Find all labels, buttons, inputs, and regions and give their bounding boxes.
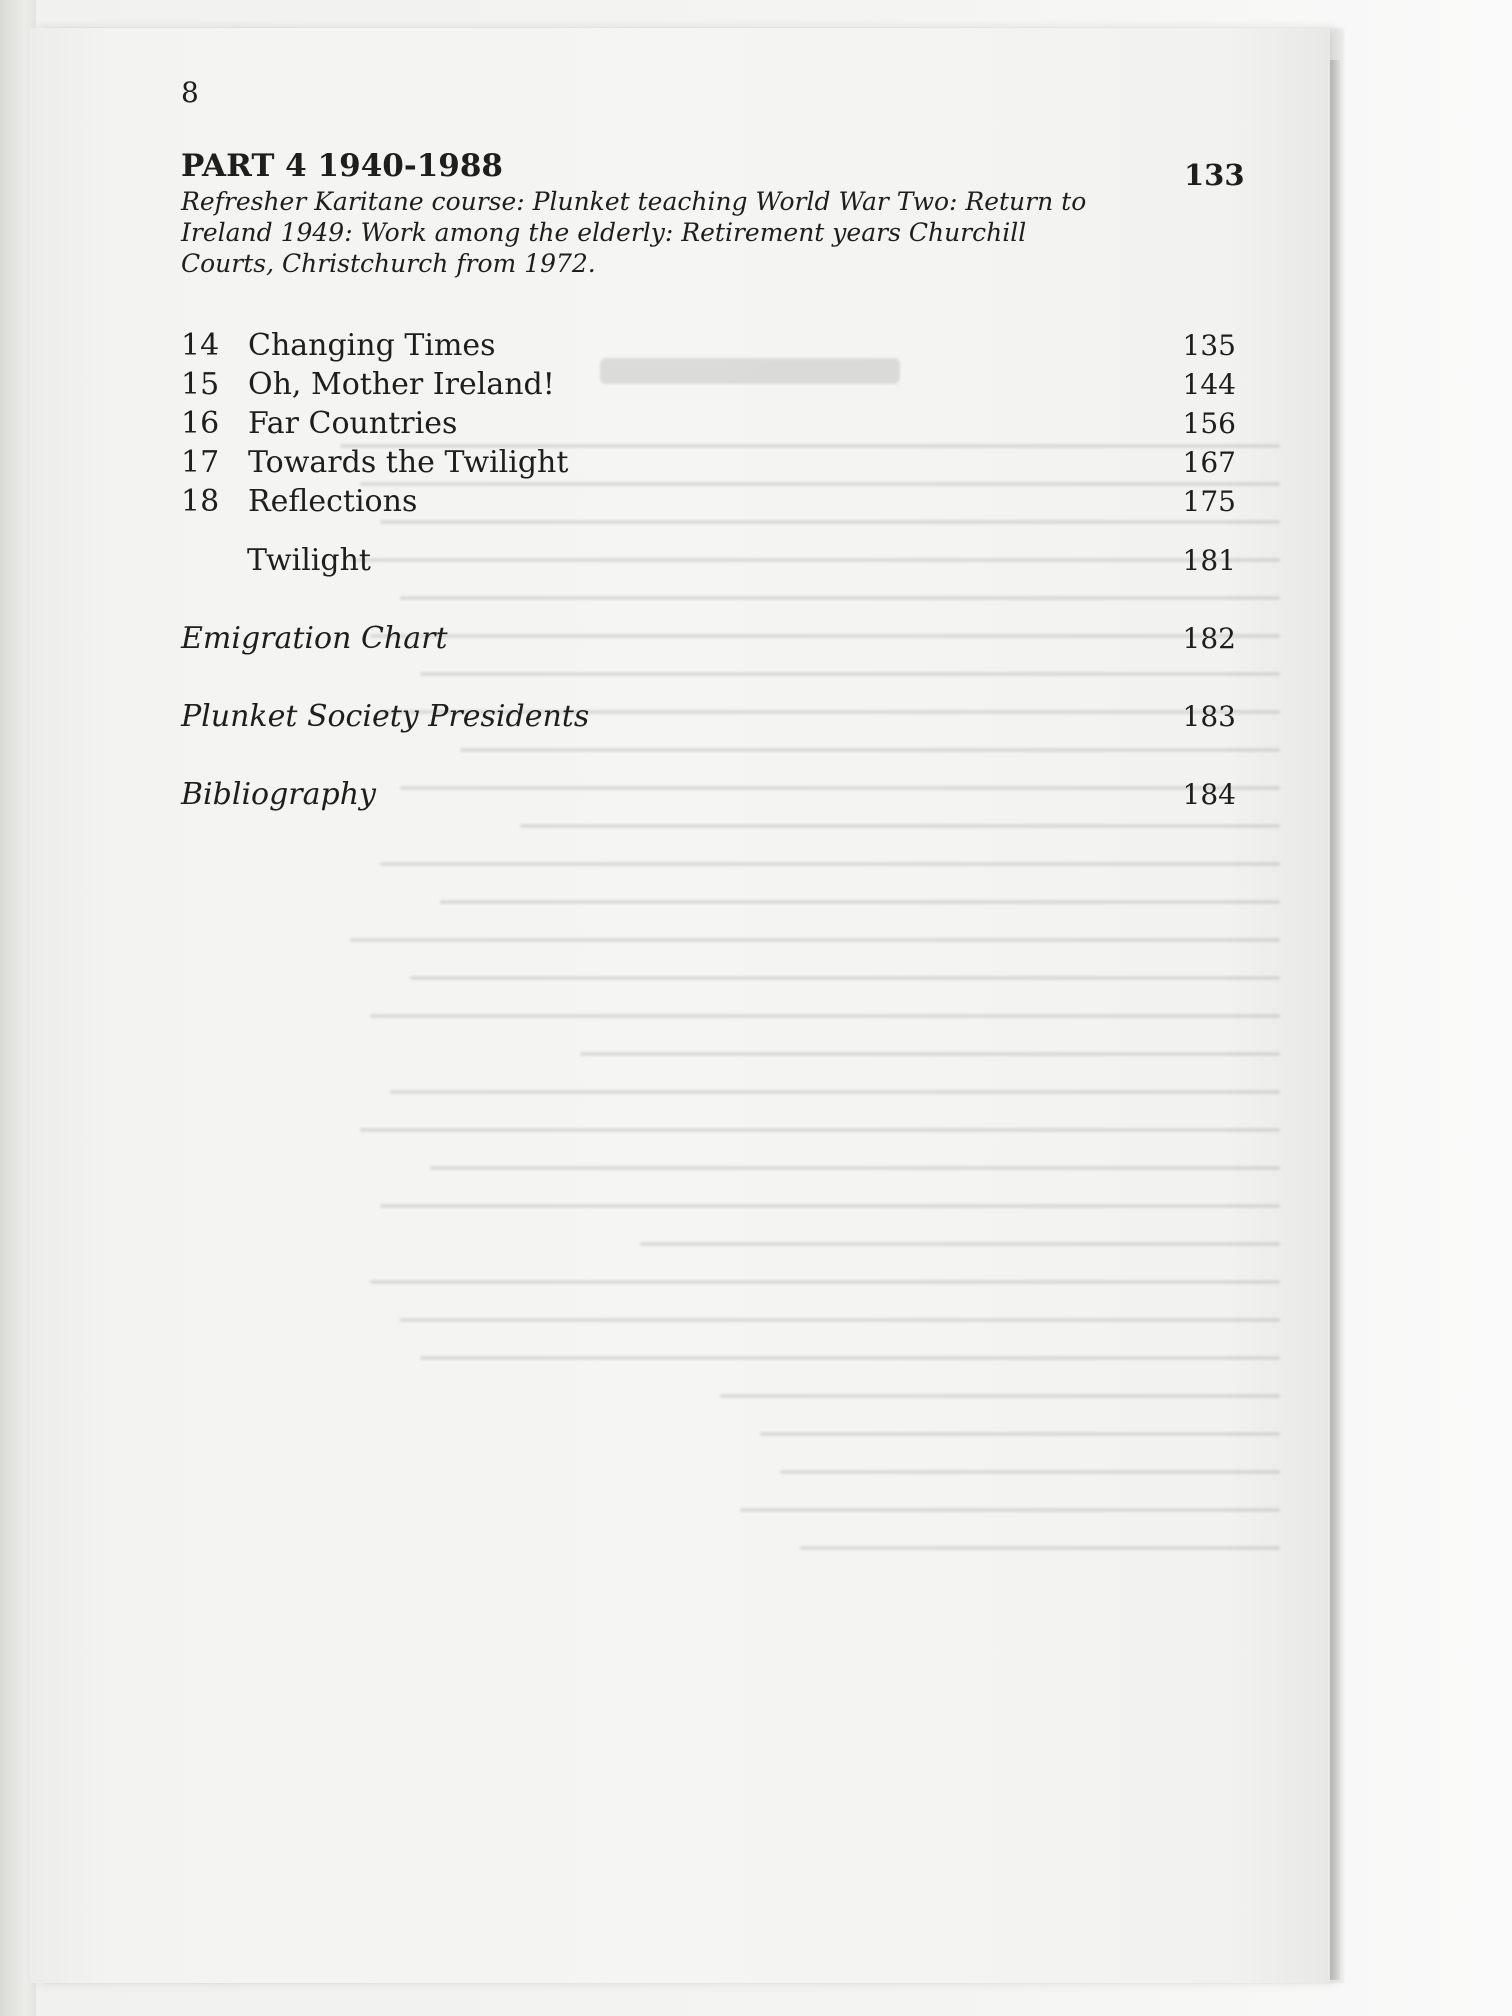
chapter-number: 18 — [181, 484, 220, 519]
chapter-entry — [181, 482, 1236, 521]
chapter-entry — [181, 326, 1236, 365]
chapter-entry — [181, 365, 1236, 404]
chapter-page: 144 — [1182, 368, 1236, 401]
chapter-number: 17 — [181, 445, 220, 480]
chapter-title: Far Countries — [248, 406, 458, 441]
chapter-title: Oh, Mother Ireland! — [248, 367, 555, 402]
twilight-title: Twilight — [247, 543, 371, 578]
chapter-title: Reflections — [248, 484, 418, 519]
chapter-entry — [181, 404, 1236, 443]
appendix-page: 183 — [1182, 700, 1236, 733]
appendix-title: Plunket Society Presidents — [181, 699, 590, 734]
appendix-title: Bibliography — [181, 777, 376, 812]
chapter-title: Towards the Twilight — [248, 445, 569, 480]
page-number: 8 — [181, 76, 199, 109]
chapter-page: 167 — [1182, 446, 1236, 479]
book-page — [30, 28, 1330, 1983]
part-heading: PART 4 1940-1988 — [181, 148, 503, 184]
chapter-page: 135 — [1182, 329, 1236, 362]
chapter-number: 14 — [181, 328, 220, 363]
twilight-page: 181 — [1182, 544, 1236, 577]
part-page-number: 133 — [1184, 158, 1245, 192]
chapter-page: 175 — [1182, 485, 1236, 518]
chapter-number: 15 — [181, 367, 220, 402]
chapter-list — [181, 326, 1236, 521]
appendix-page: 182 — [1182, 622, 1236, 655]
appendix-entry — [181, 699, 1236, 734]
chapter-number: 16 — [181, 406, 220, 441]
appendix-entry — [181, 621, 1236, 656]
chapter-entry — [181, 443, 1236, 482]
chapter-title: Changing Times — [248, 328, 496, 363]
appendix-page: 184 — [1182, 778, 1236, 811]
chapter-page: 156 — [1182, 407, 1236, 440]
twilight-entry — [181, 543, 1236, 578]
page-edge — [1330, 60, 1340, 1980]
part-description: Refresher Karitane course: Plunket teaching World War Two: Return to Ireland 1949: Work among the elderly: Retirement years Churchill Courts, Christchurch from 1972. — [181, 187, 1087, 278]
appendix-entry — [181, 777, 1236, 812]
appendix-title: Emigration Chart — [181, 621, 448, 656]
